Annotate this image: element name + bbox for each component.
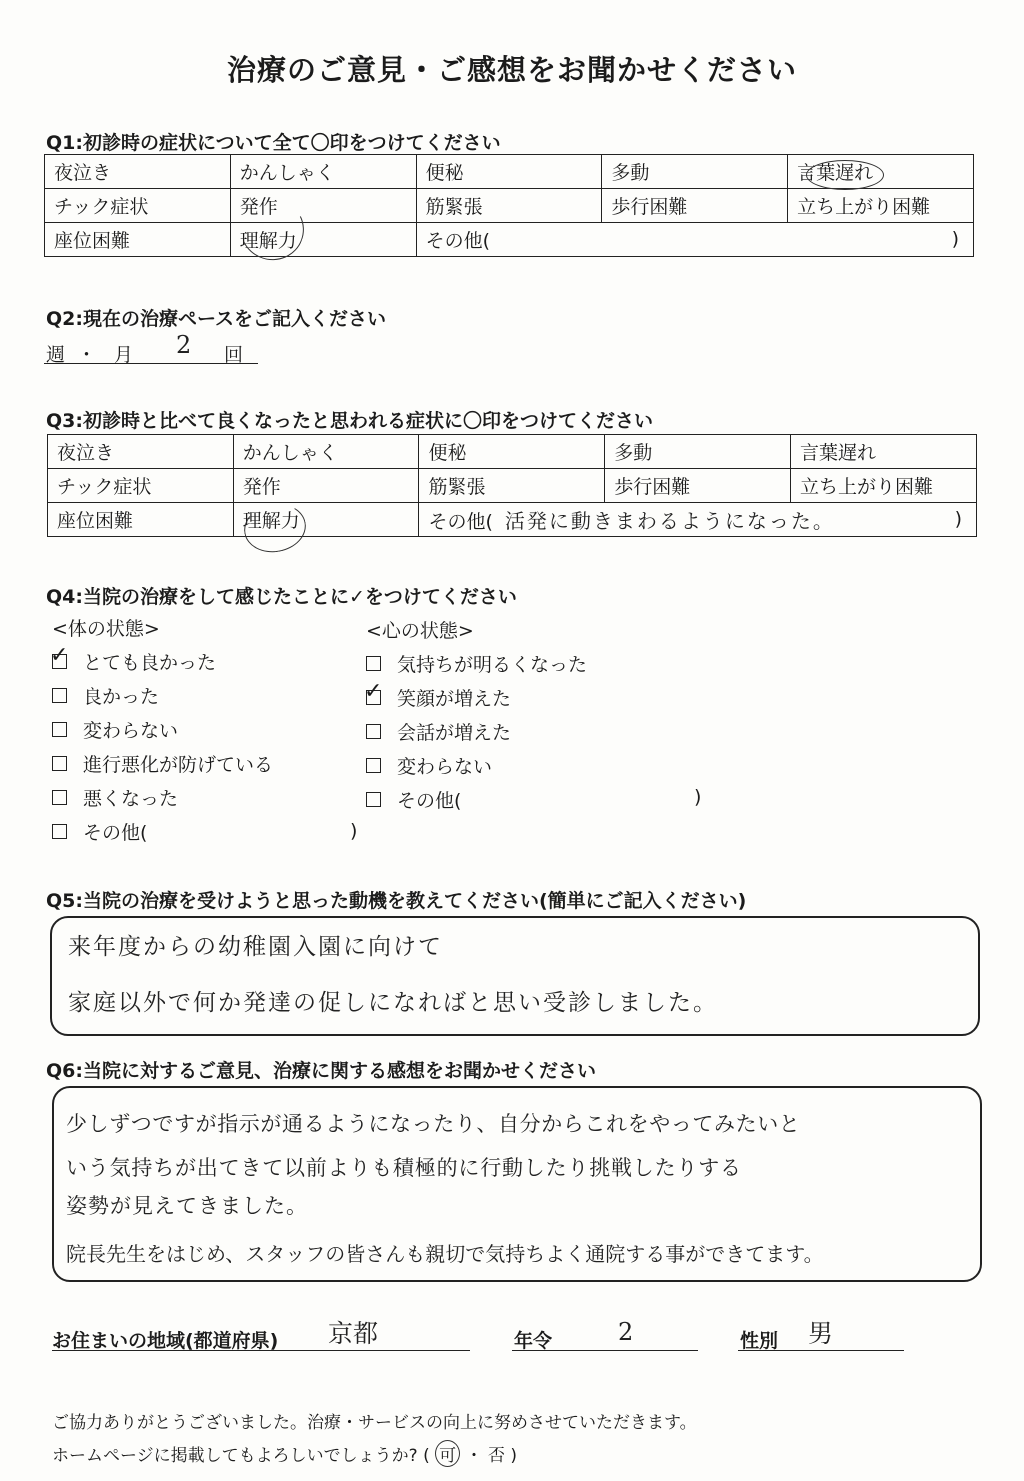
q1-cell[interactable]: 筋緊張	[416, 189, 602, 223]
q5-question: Q5:当院の治療を受けようと思った動機を教えてください(簡単にご記入ください)	[46, 890, 747, 912]
q4-mind-option[interactable]	[366, 752, 492, 779]
gender-label: 性別	[740, 1330, 779, 1352]
q3-other-close: )	[954, 508, 962, 530]
age-label: 年令	[514, 1330, 553, 1352]
q4-body-option[interactable]	[52, 682, 159, 709]
q6-answer-line: 姿勢が見えてきました。	[66, 1194, 308, 1218]
q3-cell[interactable]: 言葉遅れ	[791, 435, 977, 469]
q3-cell[interactable]: 便秘	[419, 435, 605, 469]
option-label: 笑顔が増えた	[397, 688, 512, 710]
q3-cell[interactable]: 座位困難	[48, 503, 234, 537]
q4-body-heading: <体の状態>	[52, 618, 160, 640]
q5-answer-line: 家庭以外で何か発達の促しになればと思い受診しました。	[68, 990, 718, 1016]
gender-value[interactable]: 男	[808, 1319, 834, 1348]
q4-body-option[interactable]	[52, 784, 178, 811]
age-value[interactable]: 2	[618, 1318, 634, 1346]
q2-week: 週	[46, 344, 66, 366]
region-label: お住まいの地域(都道府県)	[52, 1330, 279, 1352]
q4-body-other-close: )	[350, 820, 358, 842]
q3-other-label: その他(	[428, 511, 493, 533]
q1-cell[interactable]: かんしゃく	[230, 155, 416, 189]
option-label: 良かった	[83, 686, 160, 708]
option-label: 気持ちが明るくなった	[397, 654, 588, 676]
checkbox[interactable]	[52, 756, 67, 771]
q1-cell[interactable]: 理解力	[230, 223, 416, 257]
option-label: 変わらない	[83, 720, 179, 742]
permission-yes-option[interactable]: 可	[435, 1440, 460, 1467]
q1-other-close: )	[951, 228, 959, 250]
option-label: 変わらない	[397, 756, 493, 778]
q1-cell[interactable]: 多動	[602, 155, 788, 189]
q6-question: Q6:当院に対するご意見、治療に関する感想をお聞かせください	[46, 1060, 596, 1082]
q2-count[interactable]: 2	[176, 331, 192, 359]
q4-mind-heading: <心の状態>	[366, 620, 474, 642]
q6-answer-line: 院長先生をはじめ、スタッフの皆さんも親切で気持ちよく通院する事ができてます。	[66, 1242, 824, 1266]
q4-body-option[interactable]	[50, 643, 217, 675]
q2-month: 月	[114, 344, 134, 366]
q3-cell[interactable]: 筋緊張	[419, 469, 605, 503]
q5-answer-line: 来年度からの幼稚園入園に向けて	[68, 934, 443, 960]
q2-answer-line	[44, 331, 258, 366]
permission-open-paren: (	[423, 1446, 430, 1466]
option-label: とても良かった	[83, 652, 217, 674]
q4-question: Q4:当院の治療をして感じたことに✓をつけてください	[46, 586, 517, 608]
checkbox[interactable]	[52, 824, 67, 839]
option-label: 進行悪化が防げている	[83, 754, 274, 776]
checkbox[interactable]	[366, 656, 381, 671]
permission-question: ホームページに掲載してもよろしいでしょうか?	[52, 1446, 418, 1466]
q4-mind-other-close: )	[694, 786, 702, 808]
footer-permission	[52, 1440, 517, 1467]
q1-cell[interactable]: 夜泣き	[45, 155, 231, 189]
q4-body-option[interactable]	[52, 818, 147, 845]
q4-mind-option[interactable]	[366, 786, 461, 813]
q3-cell[interactable]: かんしゃく	[233, 435, 419, 469]
q1-question: Q1:初診時の症状について全て〇印をつけてください	[46, 132, 501, 154]
option-label: その他(	[83, 822, 148, 844]
q1-other-cell[interactable]	[416, 223, 973, 257]
q3-question: Q3:初診時と比べて良くなったと思われる症状に〇印をつけてください	[46, 410, 653, 432]
checkbox[interactable]	[366, 758, 381, 773]
option-label: 悪くなった	[83, 788, 179, 810]
q4-mind-option[interactable]	[366, 650, 587, 677]
q3-cell[interactable]: チック症状	[48, 469, 234, 503]
checkbox[interactable]	[366, 792, 381, 807]
q1-cell[interactable]: 発作	[230, 189, 416, 223]
q4-body-option[interactable]	[52, 750, 273, 777]
checkbox[interactable]	[52, 790, 67, 805]
q3-cell[interactable]: 夜泣き	[48, 435, 234, 469]
q2-unit: 回	[224, 344, 244, 366]
checkbox[interactable]	[364, 679, 383, 705]
q6-answer-line: 少しずつですが指示が通るようになったり、自分からこれをやってみたいと	[66, 1112, 801, 1136]
q3-cell[interactable]: 発作	[233, 469, 419, 503]
q3-cell[interactable]: 歩行困難	[605, 469, 791, 503]
page-title: 治療のご意見・ご感想をお聞かせください	[226, 53, 797, 87]
answer-circle-mark	[806, 160, 884, 190]
q1-cell[interactable]: 言葉遅れ	[788, 155, 974, 189]
q4-mind-option[interactable]	[366, 718, 511, 745]
q2-dot: ・	[77, 344, 97, 366]
q3-other-cell[interactable]	[419, 503, 977, 537]
q3-cell[interactable]: 立ち上がり困難	[791, 469, 977, 503]
checkbox[interactable]	[366, 724, 381, 739]
permission-no-option[interactable]: 否	[487, 1446, 505, 1466]
q3-table	[47, 434, 977, 537]
q1-cell[interactable]: 歩行困難	[602, 189, 788, 223]
q3-cell[interactable]: 多動	[605, 435, 791, 469]
region-value[interactable]: 京都	[328, 1319, 379, 1348]
check-mark-icon: ✓	[364, 679, 383, 704]
q1-cell[interactable]: 座位困難	[45, 223, 231, 257]
option-label: その他(	[397, 790, 462, 812]
q4-body-option[interactable]	[52, 716, 178, 743]
option-label: 会話が増えた	[397, 722, 512, 744]
checkbox[interactable]	[52, 722, 67, 737]
q1-other-label: その他(	[425, 230, 491, 252]
q1-cell[interactable]: 便秘	[416, 155, 602, 189]
q6-answer-line: いう気持ちが出てきて以前よりも積極的に行動したり挑戦したりする	[66, 1156, 742, 1180]
q2-question: Q2:現在の治療ペースをご記入ください	[46, 308, 387, 330]
q4-mind-option[interactable]	[364, 679, 512, 711]
q3-other-answer[interactable]: 活発に動きまわるようになった。	[504, 509, 835, 533]
permission-close-paren: )	[510, 1446, 517, 1466]
checkbox[interactable]	[52, 688, 67, 703]
checkbox[interactable]	[50, 643, 69, 669]
q1-cell[interactable]: チック症状	[45, 189, 231, 223]
q3-cell[interactable]: 理解力	[233, 503, 419, 537]
q1-cell[interactable]: 立ち上がり困難	[788, 189, 974, 223]
permission-separator: ・	[465, 1446, 483, 1466]
check-mark-icon: ✓	[50, 643, 69, 668]
footer-thanks: ご協力ありがとうございました。治療・サービスの向上に努めさせていただきます。	[52, 1413, 697, 1433]
